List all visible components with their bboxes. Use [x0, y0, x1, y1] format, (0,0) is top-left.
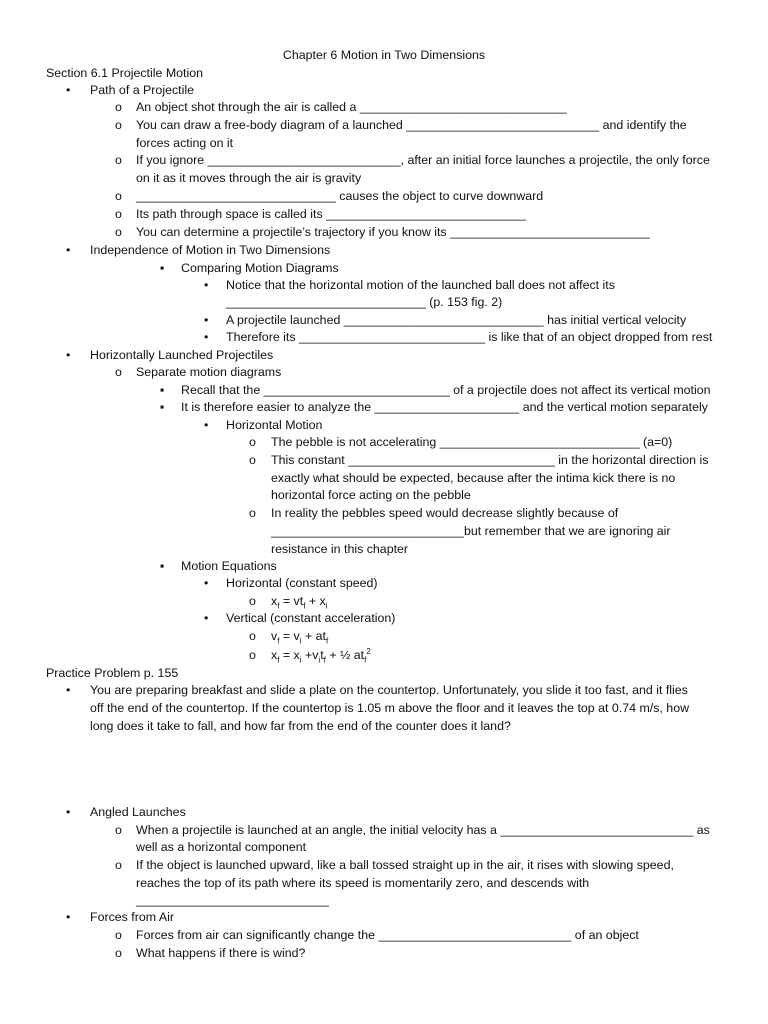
circle-bullet: o — [115, 207, 122, 221]
list-item: Motion Equations — [181, 559, 277, 573]
circle-bullet: o — [115, 928, 122, 942]
list-item: Independence of Motion in Two Dimensions — [90, 243, 331, 257]
list-item: Horizontal Motion — [226, 418, 323, 432]
list-item: The pebble is not accelerating _____________________________ (a=0) — [271, 435, 673, 449]
list-item-continuation: resistance in this chapter — [271, 542, 409, 556]
circle-bullet: o — [249, 629, 256, 643]
list-item: This constant ______________________________ in the horizontal direction is — [271, 453, 709, 467]
disc-bullet: • — [66, 348, 71, 362]
list-item: When a projectile is launched at an angle, the initial velocity has a ____________________________ as — [136, 823, 710, 837]
square-bullet: ▪ — [160, 261, 165, 275]
disc-bullet: • — [204, 576, 209, 590]
disc-bullet: • — [204, 278, 209, 292]
circle-bullet: o — [249, 435, 256, 449]
list-item: Therefore its ___________________________ is like that of an object dropped from rest — [226, 330, 713, 344]
list-item-continuation: exactly what should be expected, because after the intima kick there is no — [271, 471, 676, 485]
list-item-continuation: well as a horizontal component — [136, 840, 307, 854]
square-bullet: ▪ — [160, 400, 165, 414]
list-item: Its path through space is called its _____________________________ — [136, 207, 526, 221]
list-item: You can draw a free-body diagram of a launched ____________________________ and identify the — [136, 118, 687, 132]
square-bullet: ▪ — [160, 383, 165, 397]
list-item-continuation: horizontal force acting on the pebble — [271, 488, 471, 502]
circle-bullet: o — [115, 946, 122, 960]
section-heading: Section 6.1 Projectile Motion — [46, 66, 204, 80]
circle-bullet: o — [115, 823, 122, 837]
equation-horizontal: $x_f = vt_f + x_i$ — [271, 594, 328, 611]
list-item: Forces from air can significantly change the ____________________________ of an object — [136, 928, 639, 942]
page-title: Chapter 6 Motion in Two Dimensions — [282, 48, 486, 62]
disc-bullet: • — [66, 83, 71, 97]
list-item: If the object is launched upward, like a ball tossed straight up in the air, it rises with slowing speed, — [136, 858, 674, 872]
equation-velocity: $v_f = v_i + at_f$ — [271, 629, 329, 646]
section-heading: Practice Problem p. 155 — [46, 666, 179, 680]
square-bullet: ▪ — [160, 559, 165, 573]
circle-bullet: o — [249, 453, 256, 467]
list-item: Notice that the horizontal motion of the launched ball does not affect its — [226, 278, 615, 292]
circle-bullet: o — [115, 225, 122, 239]
list-item: Recall that the ___________________________ of a projectile does not affect its vertical motion — [181, 383, 711, 397]
circle-bullet: o — [115, 118, 122, 132]
disc-bullet: • — [204, 418, 209, 432]
list-item: You can determine a projectile’s trajectory if you know its _____________________________ — [136, 225, 650, 239]
disc-bullet: • — [204, 313, 209, 327]
list-item: You are preparing breakfast and slide a plate on the countertop. Unfortunately, you slide it too fast, and it flies — [90, 683, 688, 697]
list-item-continuation: on it as it moves through the air is gravity — [136, 171, 362, 185]
list-item: Angled Launches — [90, 805, 186, 819]
disc-bullet: • — [66, 243, 71, 257]
list-item: A projectile launched _____________________________ has initial vertical velocity — [226, 313, 687, 327]
circle-bullet: o — [249, 506, 256, 520]
circle-bullet: o — [249, 648, 256, 662]
list-item-continuation: reaches the top of its path where its speed is momentarily zero, and descends with — [136, 876, 590, 890]
list-item: Path of a Projectile — [90, 83, 195, 97]
list-item: Separate motion diagrams — [136, 365, 282, 379]
list-item: If you ignore ____________________________, after an initial force launches a projectile, the only force — [136, 153, 710, 167]
list-item-continuation: _____________________________ (p. 153 fig. 2) — [226, 295, 503, 309]
disc-bullet: • — [66, 910, 71, 924]
list-item: What happens if there is wind? — [136, 946, 306, 960]
list-item: Vertical (constant acceleration) — [226, 611, 396, 625]
list-item: _____________________________ causes the object to curve downward — [136, 189, 544, 203]
list-item: Comparing Motion Diagrams — [181, 261, 339, 275]
circle-bullet: o — [249, 594, 256, 608]
list-item: An object shot through the air is called a ______________________________ — [136, 100, 567, 114]
disc-bullet: • — [66, 805, 71, 819]
list-item: Forces from Air — [90, 910, 174, 924]
circle-bullet: o — [115, 858, 122, 872]
disc-bullet: • — [204, 611, 209, 625]
list-item-continuation: ____________________________but remember that we are ignoring air — [271, 524, 671, 538]
list-item-continuation: off the end of the countertop. If the countertop is 1.05 m above the floor and it leaves the top at 0.74 m/s, how — [90, 701, 690, 715]
circle-bullet: o — [115, 365, 122, 379]
disc-bullet: • — [66, 683, 71, 697]
equation-position: $x_f = x_i +v_it_f$ + ½ $at_f^2$ — [271, 646, 371, 665]
list-item-continuation: forces acting on it — [136, 136, 234, 150]
list-item: It is therefore easier to analyze the _____________________ and the vertical motion separately — [181, 400, 708, 414]
list-item-continuation: long does it take to fall, and how far from the end of the counter does it land? — [90, 719, 511, 733]
disc-bullet: • — [204, 330, 209, 344]
circle-bullet: o — [115, 189, 122, 203]
circle-bullet: o — [115, 153, 122, 167]
list-item: Horizontal (constant speed) — [226, 576, 378, 590]
list-item-continuation: ____________________________ — [136, 893, 329, 907]
list-item: In reality the pebbles speed would decrease slightly because of — [271, 506, 619, 520]
circle-bullet: o — [115, 100, 122, 114]
list-item: Horizontally Launched Projectiles — [90, 348, 274, 362]
